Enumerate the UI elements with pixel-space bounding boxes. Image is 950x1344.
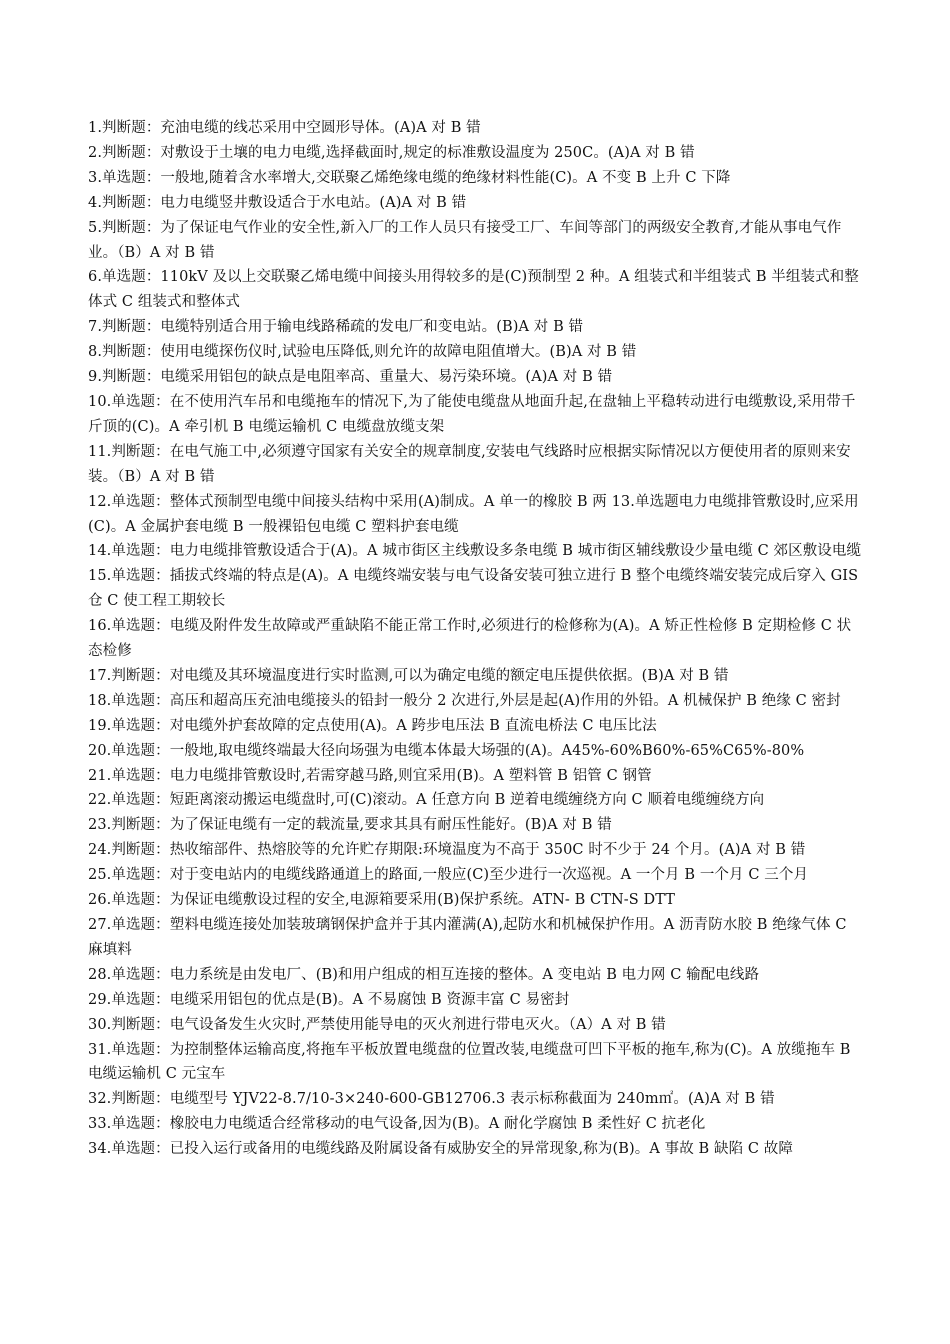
question-23: 23.判断题：为了保证电缆有一定的载流量,要求其具有耐压性能好。(B)A 对 B 错 — [88, 817, 612, 834]
question-14: 14.单选题：电力电缆排管敷设适合于(A)。A 城市街区主线敷设多条电缆 B 城市街区辅线敷设少量电缆 C 郊区敷设电缆 — [88, 543, 862, 560]
question-22: 22.单选题：短距离滚动搬运电缆盘时,可(C)滚动。A 任意方向 B 逆着电缆缠绕方向 C 顺着电缆缠绕方向 — [88, 792, 765, 809]
question-12: 12.单选题：整体式预制型电缆中间接头结构中采用(A)制成。A 单一的橡胶 B 两 13.单选题电力电缆排管敷设时,应采用(C)。A 金属护套电缆 B 一般裸铅包电缆 C 塑料护套电缆 — [88, 493, 859, 535]
question-30: 30.判断题：电气设备发生火灾时,严禁使用能导电的灭火剂进行带电灭火。（A）A 对 B 错 — [88, 1016, 666, 1033]
question-34: 34.单选题：已投入运行或备用的电缆线路及附属设备有威胁安全的异常现象,称为(B)。A 事故 B 缺陷 C 故障 — [88, 1141, 794, 1158]
question-20: 20.单选题：一般地,取电缆终端最大径向场强为电缆本体最大场强的(A)。A45%-60%B60%-65%C65%-80% — [88, 742, 805, 759]
question-18: 18.单选题：高压和超高压充油电缆接头的铅封一般分 2 次进行,外层是起(A)作用的外铅。A 机械保护 B 绝缘 C 密封 — [88, 692, 841, 709]
question-9: 9.判断题：电缆采用铝包的缺点是电阻率高、重量大、易污染环境。(A)A 对 B 错 — [88, 369, 613, 386]
question-29: 29.单选题：电缆采用铝包的优点是(B)。A 不易腐蚀 B 资源丰富 C 易密封 — [88, 991, 570, 1008]
question-21: 21.单选题：电力电缆排管敷设时,若需穿越马路,则宜采用(B)。A 塑料管 B 铝管 C 钢管 — [88, 767, 652, 784]
question-25: 25.单选题：对于变电站内的电缆线路通道上的路面,一般应(C)至少进行一次巡视。A 一个月 B 一个月 C 三个月 — [88, 867, 809, 884]
question-19: 19.单选题：对电缆外护套故障的定点使用(A)。A 跨步电压法 B 直流电桥法 C 电压比法 — [88, 717, 657, 734]
question-33: 33.单选题：橡胶电力电缆适合经常移动的电气设备,因为(B)。A 耐化学腐蚀 B 柔性好 C 抗老化 — [88, 1116, 706, 1133]
question-16: 16.单选题：电缆及附件发生故障或严重缺陷不能正常工作时,必须进行的检修称为(A)。A 矫正性检修 B 定期检修 C 状态检修 — [88, 618, 852, 660]
question-10: 10.单选题：在不使用汽车吊和电缆拖车的情况下,为了能使电缆盘从地面升起,在盘轴上平稳转动进行电缆敷设,采用带千斤顶的(C)。A 牵引机 B 电缆运输机 C 电缆盘放缆支架 — [88, 393, 856, 435]
question-3: 3.单选题：一般地,随着含水率增大,交联聚乙烯绝缘电缆的绝缘材料性能(C)。A 不变 B 上升 C 下降 — [88, 169, 731, 186]
question-28: 28.单选题：电力系统是由发电厂、(B)和用户组成的相互连接的整体。A 变电站 B 电力网 C 输配电线路 — [88, 966, 760, 983]
question-6: 6.单选题：110kV 及以上交联聚乙烯电缆中间接头用得较多的是(C)预制型 2 种。A 组装式和半组装式 B 半组装式和整体式 C 组装式和整体式 — [88, 269, 859, 311]
question-11: 11.判断题：在电气施工中,必须遵守国家有关安全的规章制度,安装电气线路时应根据实际情况以方便使用者的原则来安装。（B）A 对 B 错 — [88, 443, 851, 485]
question-2: 2.判断题：对敷设于土壤的电力电缆,选择截面时,规定的标准敷设温度为 250C。(A)A 对 B 错 — [88, 144, 695, 161]
question-4: 4.判断题：电力电缆竖井敷设适合于水电站。(A)A 对 B 错 — [88, 194, 467, 211]
question-24: 24.判断题：热收缩部件、热熔胶等的允许贮存期限:环境温度为不高于 350C 时不少于 24 个月。(A)A 对 B 错 — [88, 842, 806, 859]
question-7: 7.判断题：电缆特别适合用于输电线路稀疏的发电厂和变电站。(B)A 对 B 错 — [88, 319, 584, 336]
question-31: 31.单选题：为控制整体运输高度,将拖车平板放置电缆盘的位置改装,电缆盘可凹下平板的拖车,称为(C)。A 放缆拖车 B 电缆运输机 C 元宝车 — [88, 1041, 851, 1083]
question-32: 32.判断题：电缆型号 YJV22-8.7/10-3×240-600-GB12706.3 表示标称截面为 240m㎡。(A)A 对 B 错 — [88, 1091, 775, 1108]
question-1: 1.判断题：充油电缆的线芯采用中空圆形导体。(A)A 对 B 错 — [88, 120, 481, 136]
document-page — [88, 116, 864, 1162]
question-5: 5.判断题：为了保证电气作业的安全性,新入厂的工作人员只有接受工厂、车间等部门的两级安全教育,才能从事电气作业。（B）A 对 B 错 — [88, 219, 842, 261]
question-27: 27.单选题：塑料电缆连接处加装玻璃钢保护盒并于其内灌满(A),起防水和机械保护作用。A 沥青防水胶 B 绝缘气体 C 麻填料 — [88, 917, 847, 958]
question-15: 15.单选题：插拔式终端的特点是(A)。A 电缆终端安装与电气设备安装可独立进行 B 整个电缆终端安装完成后穿入 GIS 仓 C 使工程工期较长 — [88, 568, 859, 610]
question-26: 26.单选题：为保证电缆敷设过程的安全,电源箱要采用(B)保护系统。ATN- B CTN-S DTT — [88, 892, 676, 909]
question-17: 17.判断题：对电缆及其环境温度进行实时监测,可以为确定电缆的额定电压提供依据。(B)A 对 B 错 — [88, 667, 729, 684]
question-8: 8.判断题：使用电缆探伤仪时,试验电压降低,则允许的故障电阻值增大。(B)A 对 B 错 — [88, 344, 637, 361]
